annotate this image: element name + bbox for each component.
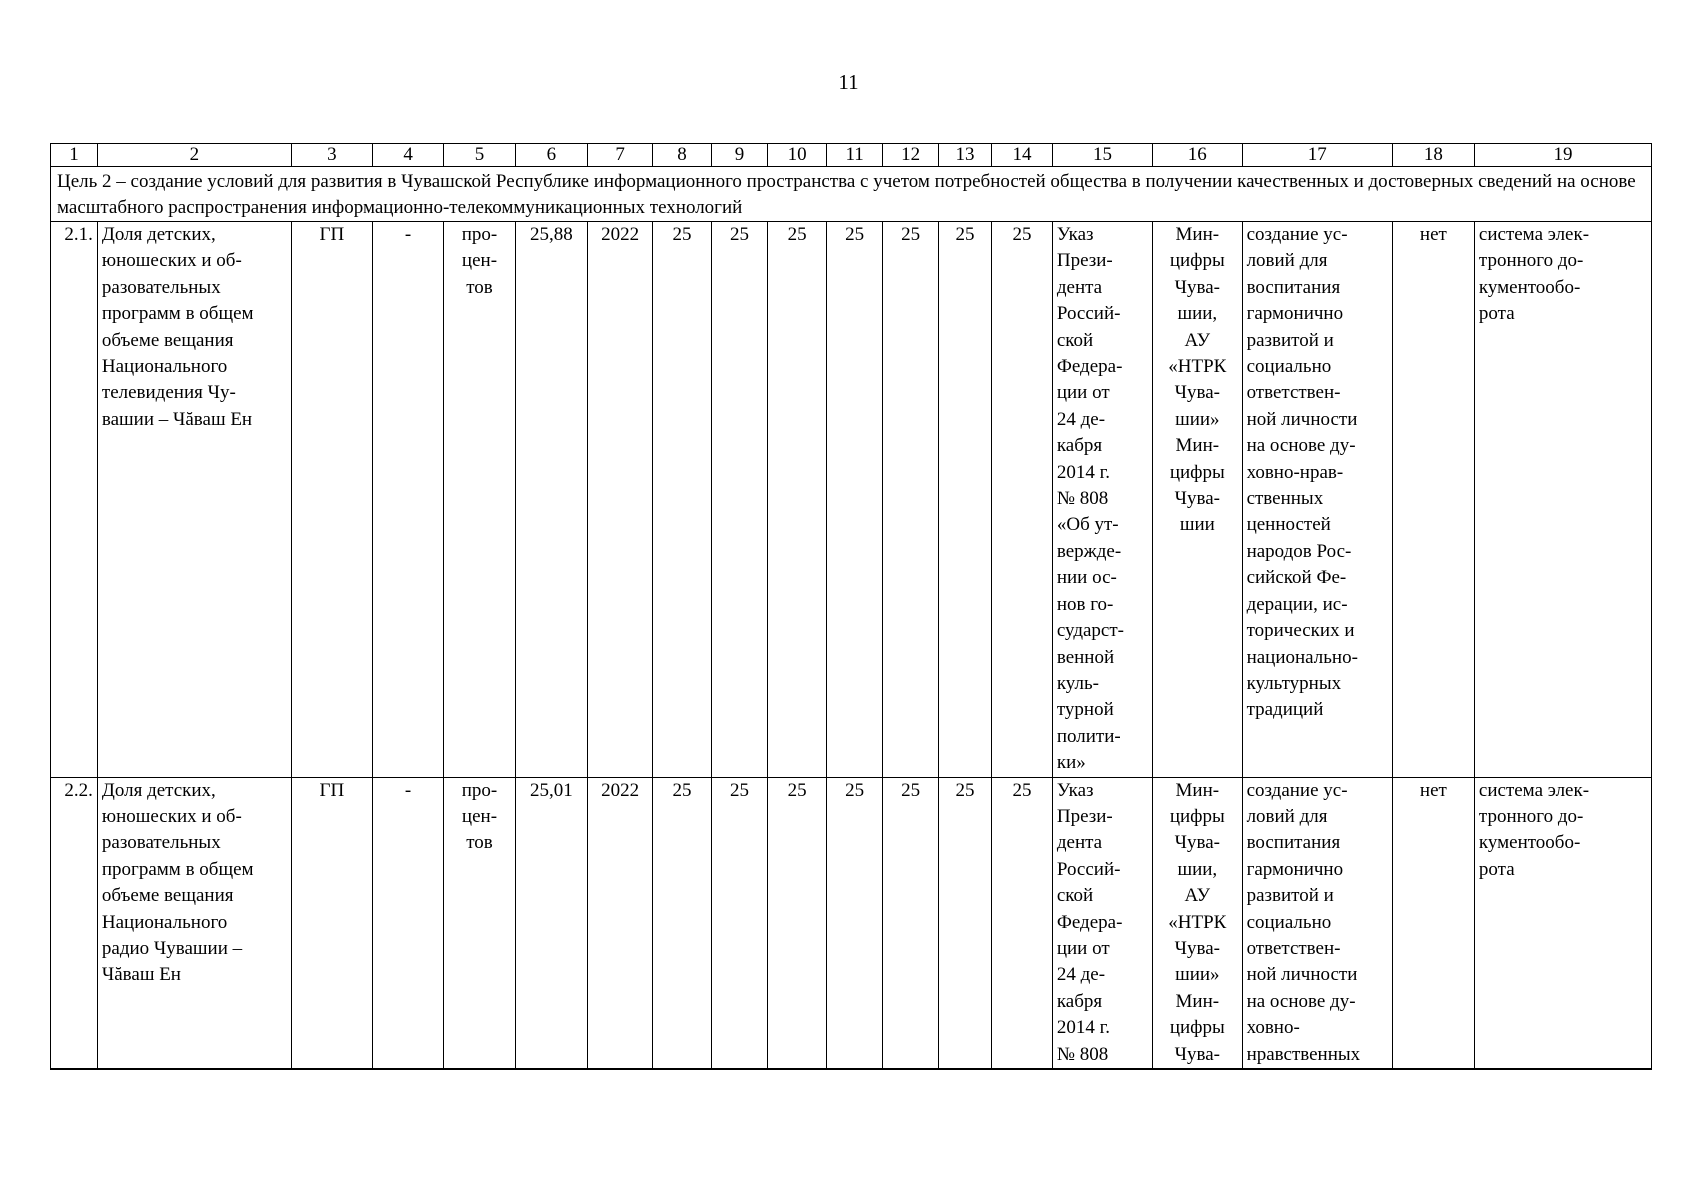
column-header: 11 xyxy=(826,144,882,167)
cell-col4: - xyxy=(372,222,443,778)
column-header: 17 xyxy=(1242,144,1392,167)
cell-col18: нет xyxy=(1392,222,1474,778)
target-value: 25 xyxy=(826,777,882,1069)
column-header: 9 xyxy=(711,144,767,167)
column-header: 16 xyxy=(1153,144,1243,167)
column-header: 12 xyxy=(883,144,938,167)
row-number: 2.2. xyxy=(51,777,98,1069)
column-header: 5 xyxy=(444,144,515,167)
information-system: система элек- тронного до- кументообо- рота xyxy=(1474,777,1651,1069)
target-value: 25 xyxy=(992,222,1053,778)
column-header: 13 xyxy=(938,144,991,167)
base-year: 2022 xyxy=(588,777,653,1069)
target-value: 25 xyxy=(653,777,712,1069)
target-value: 25 xyxy=(883,777,938,1069)
column-header: 14 xyxy=(992,144,1053,167)
information-system: система элек- тронного до- кументообо- рота xyxy=(1474,222,1651,778)
row-number: 2.1. xyxy=(51,222,98,778)
responsible-body: Мин- цифры Чува- шии, АУ «НТРК Чува- шии» Мин- цифры Чува- шии xyxy=(1153,222,1243,778)
target-value: 25 xyxy=(883,222,938,778)
cell-col4: - xyxy=(372,777,443,1069)
indicators-table xyxy=(50,143,1652,1070)
column-header: 6 xyxy=(515,144,587,167)
base-value: 25,01 xyxy=(515,777,587,1069)
page-number: 11 xyxy=(838,70,859,94)
column-header: 2 xyxy=(97,144,291,167)
column-header: 15 xyxy=(1052,144,1152,167)
target-value: 25 xyxy=(768,222,827,778)
column-header: 19 xyxy=(1474,144,1651,167)
goal-text: Цель 2 – создание условий для развития в Чувашской Республике информационного пространства с учетом потребностей общества в получении качественных и достоверных сведений на основе масштабного распространения информационно-телекоммуникационных технологий xyxy=(51,167,1652,222)
target-value: 25 xyxy=(938,222,991,778)
target-value: 25 xyxy=(992,777,1053,1069)
indicator-type: ГП xyxy=(291,777,372,1069)
table-row xyxy=(51,777,1652,1069)
unit-cell: про- цен- тов xyxy=(444,777,515,1069)
document-basis: Указ Прези- дента Россий- ской Федера- ции от 24 де- кабря 2014 г. № 808 «Об ут- вержде- нии ос- нов го- сударст- венной куль- турной полити- ки» xyxy=(1052,222,1152,778)
target-value: 25 xyxy=(653,222,712,778)
goal-row xyxy=(51,167,1652,222)
indicator-type: ГП xyxy=(291,222,372,778)
target-value: 25 xyxy=(768,777,827,1069)
goal-link: создание ус- ловий для воспитания гармонично развитой и социально ответствен- ной личности на основе ду- ховно- нравственных xyxy=(1242,777,1392,1069)
indicator-name: Доля детских, юношеских и об- разовательных программ в общем объеме вещания Национального телевидения Чу- вашии – Чăваш Ен xyxy=(97,222,291,778)
base-year: 2022 xyxy=(588,222,653,778)
unit-cell: про- цен- тов xyxy=(444,222,515,778)
indicator-name: Доля детских, юношеских и об- разовательных программ в общем объеме вещания Национального радио Чувашии – Чăваш Ен xyxy=(97,777,291,1069)
table-row xyxy=(51,222,1652,778)
column-header: 1 xyxy=(51,144,98,167)
target-value: 25 xyxy=(711,777,767,1069)
column-header: 7 xyxy=(588,144,653,167)
column-header: 10 xyxy=(768,144,827,167)
cell-col18: нет xyxy=(1392,777,1474,1069)
document-basis: Указ Прези- дента Россий- ской Федера- ции от 24 де- кабря 2014 г. № 808 xyxy=(1052,777,1152,1069)
target-value: 25 xyxy=(711,222,767,778)
responsible-body: Мин- цифры Чува- шии, АУ «НТРК Чува- шии» Мин- цифры Чува- xyxy=(1153,777,1243,1069)
base-value: 25,88 xyxy=(515,222,587,778)
column-header: 8 xyxy=(653,144,712,167)
column-number-row xyxy=(51,144,1652,167)
target-value: 25 xyxy=(938,777,991,1069)
column-header: 18 xyxy=(1392,144,1474,167)
column-header: 3 xyxy=(291,144,372,167)
column-header: 4 xyxy=(372,144,443,167)
goal-link: создание ус- ловий для воспитания гармонично развитой и социально ответствен- ной личности на основе ду- ховно-нрав- ственных ценностей народов Рос- сийской Фе- дерации, ис- торических и национально- культурных традиций xyxy=(1242,222,1392,778)
target-value: 25 xyxy=(826,222,882,778)
